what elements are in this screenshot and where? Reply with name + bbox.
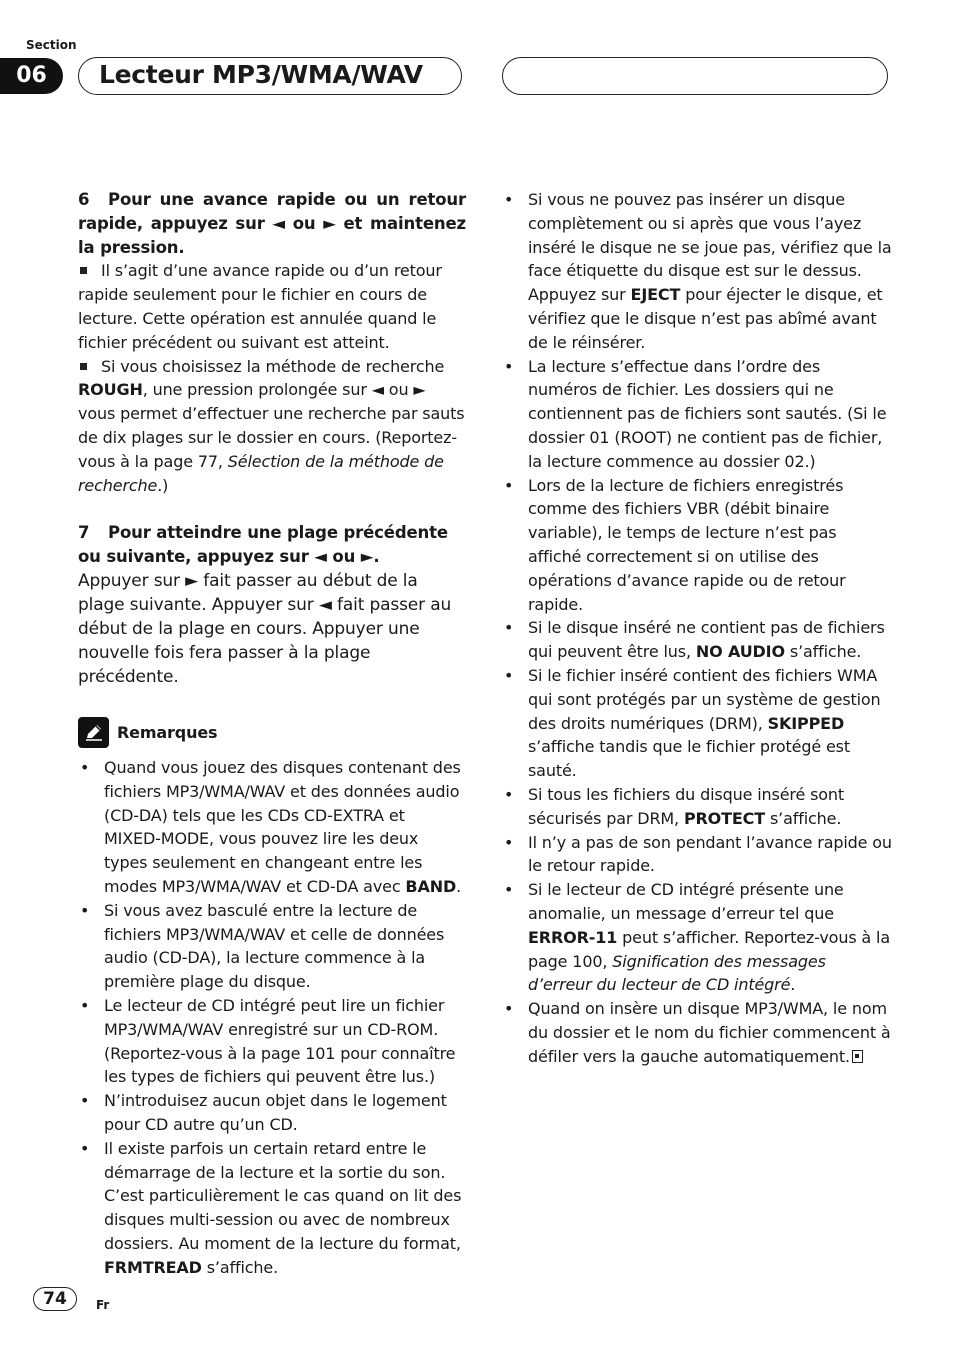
reference-title: Sélection de la méthode de recherche — [78, 451, 444, 495]
left-column — [78, 188, 466, 1279]
item-text: Quand on insère un disque MP3/WMA, le nom du dossier et le nom du fichier commencent à défiler vers la gauche automatiquement. — [528, 999, 891, 1066]
reference-title: Signification des messages d’erreur du lecteur de CD intégré — [528, 951, 826, 995]
protect-label: PROTECT — [683, 808, 766, 828]
item-text: s’affiche. — [765, 808, 842, 828]
step-7-body: Appuyer sur ► fait passer au début de la plage suivante. Appuyer sur ◄ fait passer au début de la plage en cours. Appuyer une nouvelle fois fera passer à la plage précédente. — [78, 570, 452, 687]
square-bullet-icon — [80, 267, 87, 274]
item-text: s’affiche. — [201, 1257, 279, 1277]
page-title: Lecteur MP3/WMA/WAV — [99, 60, 423, 89]
item-text: Si le lecteur de CD intégré présente une anomalie, un message d’erreur tel que — [528, 880, 844, 923]
item-text: peut s’afficher. Reportez-vous à la page 100, — [528, 927, 890, 971]
eject-label: EJECT — [630, 285, 681, 305]
header-right-box — [502, 57, 888, 95]
right-column — [502, 188, 892, 1068]
item-text: . — [790, 975, 796, 995]
note-text: Si vous choisissez la méthode de recherche — [101, 356, 445, 376]
item-text: Si le disque inséré ne contient pas de fichiers qui peuvent être lus, — [528, 618, 885, 662]
remarks-list — [78, 756, 466, 1280]
step-6-heading — [78, 188, 466, 259]
item-text: s’affiche tandis que le fichier protégé est sauté. — [528, 737, 850, 781]
step-7-heading — [78, 521, 466, 569]
right-remarks-list — [502, 188, 892, 1068]
step-6-text: Pour une avance rapide ou un retour rapide, appuyez sur ◄ ou ► et maintenez la pression. — [78, 190, 466, 257]
list-item: • Le lecteur de CD intégré peut lire un fichier MP3/WMA/WAV enregistré sur un CD-ROM. (Reportez-vous à la page 101 pour connaître les types de fichiers qui peuvent être lus.) — [78, 994, 466, 1089]
item-text: Quand vous jouez des disques contenant des fichiers MP3/WMA/WAV et des données audio (CD-DA) tels que les CDs CD-EXTRA et MIXED-MODE, vous pouvez lire les deux types seulement en changeant entre les modes MP3/WMA/WAV et CD-DA avec — [104, 757, 461, 896]
step-6-number: 6 — [78, 190, 90, 209]
list-item — [502, 188, 892, 355]
item-text: Si le fichier inséré contient des fichiers WMA qui sont protégés par un système de gestion des droits numériques (DRM), — [528, 665, 881, 733]
item-text: . — [456, 876, 462, 896]
note-text: .) — [157, 475, 169, 495]
list-item: • La lecture s’effectue dans l’ordre des numéros de fichier. Les dossiers qui ne contiennent pas de fichiers sont sautés. (Si le dossier 01 (ROOT) ne contient pas de fichier, la lecture commence au dossier 02.) — [502, 355, 892, 474]
end-of-section-icon — [852, 1050, 863, 1063]
list-item: • Lors de la lecture de fichiers enregistrés comme des fichiers VBR (débit binaire variable), le temps de lecture n’est pas affiché correctement si on utilise des opérations d’avance rapide ou de retour rapide. — [502, 474, 892, 617]
title-box — [78, 57, 462, 95]
list-item — [78, 1137, 466, 1280]
rough-label: ROUGH — [78, 380, 143, 400]
step-7-number: 7 — [78, 523, 90, 543]
list-item: • Il n’y a pas de son pendant l’avance rapide ou le retour rapide. — [502, 831, 892, 879]
list-item — [502, 878, 892, 997]
list-item: • Si vous avez basculé entre la lecture de fichiers MP3/WMA/WAV et celle de données audio (CD-DA), la lecture commence à la première plage du disque. — [78, 899, 466, 994]
remarks-heading — [78, 717, 466, 748]
step-6-note-2 — [78, 355, 466, 498]
list-item: • N’introduisez aucun objet dans le logement pour CD autre qu’un CD. — [78, 1089, 466, 1137]
error-label: ERROR-11 — [528, 927, 618, 947]
item-text: Si tous les fichiers du disque inséré sont sécurisés par DRM, — [528, 784, 845, 828]
frmtread-label: FRMTREAD — [104, 1257, 202, 1277]
note-pencil-icon — [78, 717, 109, 748]
remarks-title: Remarques — [117, 722, 218, 742]
item-text: Il existe parfois un certain retard entre le démarrage de la lecture et la sortie du son. C’est particulièrement le cas quand on lit des disques multi-session ou avec de nombreux dossiers. Au moment de la lecture du format, — [104, 1138, 462, 1253]
list-item — [502, 997, 892, 1068]
list-item — [502, 664, 892, 783]
section-label: Section — [26, 38, 77, 52]
step-7-text: Pour atteindre une plage précédente ou suivante, appuyez sur ◄ ou ►. — [78, 523, 448, 567]
step-6-note-1 — [78, 259, 466, 354]
note-text: , une pression prolongée sur ◄ ou ► vous permet d’effectuer une recherche par sauts de dix plages sur le dossier en cours. (Reportez-vous à la page 77, — [78, 380, 465, 471]
band-label: BAND — [405, 876, 457, 896]
item-text: pour éjecter le disque, et vérifiez que le disque n’est pas abîmé avant de le réinsérer. — [528, 285, 883, 352]
spacer — [78, 689, 466, 707]
no-audio-label: NO AUDIO — [695, 642, 785, 662]
square-bullet-icon — [80, 363, 87, 370]
section-number-badge: 06 — [0, 58, 63, 94]
list-item — [502, 616, 892, 664]
spacer — [78, 497, 466, 521]
item-text: Si vous ne pouvez pas insérer un disque complètement ou si après que vous l’ayez inséré le disque ne se joue pas, vérifiez que la face étiquette du disque est sur le dessus. Appuyez sur — [528, 190, 892, 305]
item-text: s’affiche. — [784, 642, 862, 662]
page-number: 74 — [33, 1287, 77, 1311]
note-text: Il s’agit d’une avance rapide ou d’un retour rapide seulement pour le fichier en cours de lecture. Cette opération est annulée quand le fichier précédent ou suivant est atteint. — [78, 261, 442, 352]
list-item — [78, 756, 466, 899]
list-item — [502, 783, 892, 831]
skipped-label: SKIPPED — [767, 713, 845, 733]
language-code: Fr — [96, 1298, 110, 1312]
